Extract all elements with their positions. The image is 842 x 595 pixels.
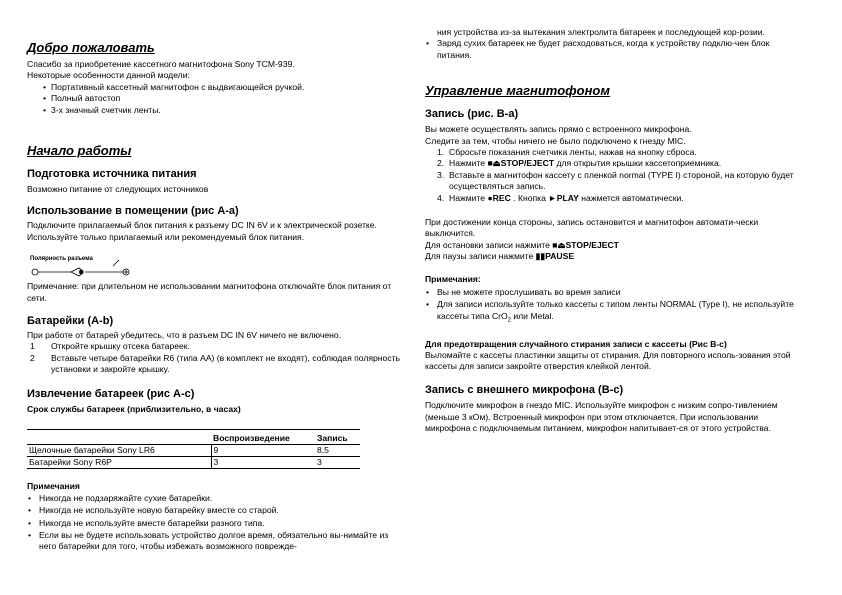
features-lead: Некоторые особенности данной модели: <box>27 70 190 81</box>
pause-record-text: Для паузы записи нажмите ▮▮PAUSE <box>425 251 575 262</box>
notes-list <box>27 493 407 553</box>
list-item: 1 Откройте крышку отсека батареек. <box>30 341 190 352</box>
batteries-steps <box>27 341 407 375</box>
list-item: • Если вы не будете использовать устройство долгое время, обязательно вы-нимайте из него батарейки для того, чтобы избежать возможного поврежде- <box>27 530 407 553</box>
ext-mic-text: Подключите микрофон в гнездо MIC. Используйте микрофон с низким сопро-тивлением (меньше 3 кОм). Встроенный микрофон при этом отключается. При использовании микрофона с подключаемым питанием, микрофон напитывает-ся от этого устройства. <box>425 400 778 434</box>
welcome-title: Добро пожаловать <box>27 40 155 55</box>
continued-notes-list <box>425 38 800 61</box>
erase-protect-heading: Для предотвращения случайного стирания записи с кассеты (Рис B-c) <box>425 338 727 349</box>
stop-record-text: Для остановки записи нажмите ■⏏STOP/EJECT <box>425 239 619 250</box>
list-item: • Никогда не подзаряжайте сухие батарейки. <box>27 493 407 504</box>
battery-life-heading: Срок службы батареек (приблизительно, в часах) <box>27 403 241 414</box>
list-item: • Заряд сухих батареек не будет расходоваться, когда к устройству подклю-чен блок питания. <box>425 38 800 61</box>
list-item: 2. Нажмите ■⏏STOP/EJECT для открытия крышки кассетоприемника. <box>437 158 722 169</box>
table-row: Щелочные батарейки Sony LR6 9 8,5 <box>27 444 360 456</box>
left-column <box>27 0 407 553</box>
record-heading: Запись (рис. B-a) <box>425 108 519 121</box>
list-item: • Портативный кассетный магнитофон с выдвигающейся ручкой. <box>27 82 407 93</box>
ext-mic-heading: Запись с внешнего микрофона (B-c) <box>425 384 624 397</box>
list-item: 1. Сбросьте показания счетчика ленты, нажав на кнопку сброса. <box>437 147 697 158</box>
removal-heading: Извлечение батареек (рис А-с) <box>27 387 195 400</box>
play-label: ►PLAY <box>548 192 579 203</box>
pause-label: ▮▮PAUSE <box>535 251 575 262</box>
polarity-diagram-icon <box>27 251 137 281</box>
list-item: • Вы не можете прослушивать во время записи <box>425 287 800 298</box>
welcome-intro: Спасибо за приобретение кассетного магнитофона Sony TCM-939. <box>27 59 295 69</box>
table-header: Запись <box>317 432 348 443</box>
stop-eject-label: ■⏏STOP/EJECT <box>552 239 619 250</box>
battery-life-table <box>27 429 360 469</box>
table-row: Батарейки Sony R6P 3 3 <box>27 456 360 468</box>
record-steps <box>425 147 800 204</box>
erase-protect-text: Выломайте с кассеты пластинки защиты от стирания. Для повторного исполь-зования этой кассеты для записи закройте отверстия клейкой лентой. <box>425 349 791 372</box>
power-text: Возможно питание от следующих источников <box>27 184 209 195</box>
table-header <box>27 429 211 444</box>
record-text-1: Вы можете осуществлять запись прямо с встроенного микрофона. <box>425 124 692 135</box>
control-title: Управление магнитофоном <box>425 83 610 99</box>
list-item: 3. Вставьте в магнитофон кассету с пленкой normal (TYPE I) стороной, на которую будет осуществляться запись. <box>437 169 794 192</box>
table-header: Воспроизведение <box>213 432 290 443</box>
list-item: • Никогда не используйте вместе батарейки разного типа. <box>27 518 407 529</box>
start-title: Начало работы <box>27 143 132 159</box>
batteries-text: При работе от батарей убедитесь, что в разъем DC IN 6V ничего не включено. <box>27 330 342 341</box>
list-item: 4. Нажмите ●REC . Кнопка ►PLAY нажмется автоматически. <box>437 192 684 203</box>
rec-label: ●REC <box>487 192 511 203</box>
record-notes-list <box>425 287 800 327</box>
continued-note: ния устройства из-за вытекания электролита батареек и последующей кор-розии. <box>437 27 765 37</box>
indoor-heading: Использование в помещении (рис А-а) <box>27 205 239 218</box>
batteries-heading: Батарейки (A-b) <box>27 315 114 328</box>
list-item: • Для записи используйте только кассеты с типом ленты NORMAL (Type I), не используйте кассеты типа CrO$_2$ или Metal. <box>425 299 800 327</box>
features-list <box>27 82 407 116</box>
record-notes-heading: Примечания: <box>425 273 481 284</box>
list-item: 2 Вставьте четыре батарейки R6 (типа АА) (в комплект не входят), соблюдая полярность установки и закройте крышку. <box>30 352 401 375</box>
stop-eject-label: ■⏏STOP/EJECT <box>487 158 555 169</box>
list-item: • Никогда не используйте новую батарейку вместе со старой. <box>27 505 407 516</box>
polarity-label: Полярность разъема <box>30 256 93 263</box>
indoor-note: Примечание: при длительном не использовании магнитофона отключайте блок питания от сети. <box>27 281 392 303</box>
list-item: • Полный автостоп <box>27 93 407 104</box>
indoor-text: Подключите прилагаемый блок питания к разъему DC IN 6V и к электрической розетке. Используйте только прилагаемый или рекомендуемый блок питания. <box>27 220 377 242</box>
polarity-figure <box>27 251 407 281</box>
right-column <box>425 0 800 435</box>
end-of-side-text: При достижении конца стороны, запись остановится и магнитофон автомати-чески выключится. <box>425 217 759 239</box>
notes-heading: Примечания <box>27 480 80 491</box>
list-item: • 3-х значный счетчик ленты. <box>27 105 407 116</box>
power-heading: Подготовка источника питания <box>27 168 197 181</box>
record-text-2: Следите за тем, чтобы ничего не было подключено к гнезду MIC. <box>425 135 686 146</box>
